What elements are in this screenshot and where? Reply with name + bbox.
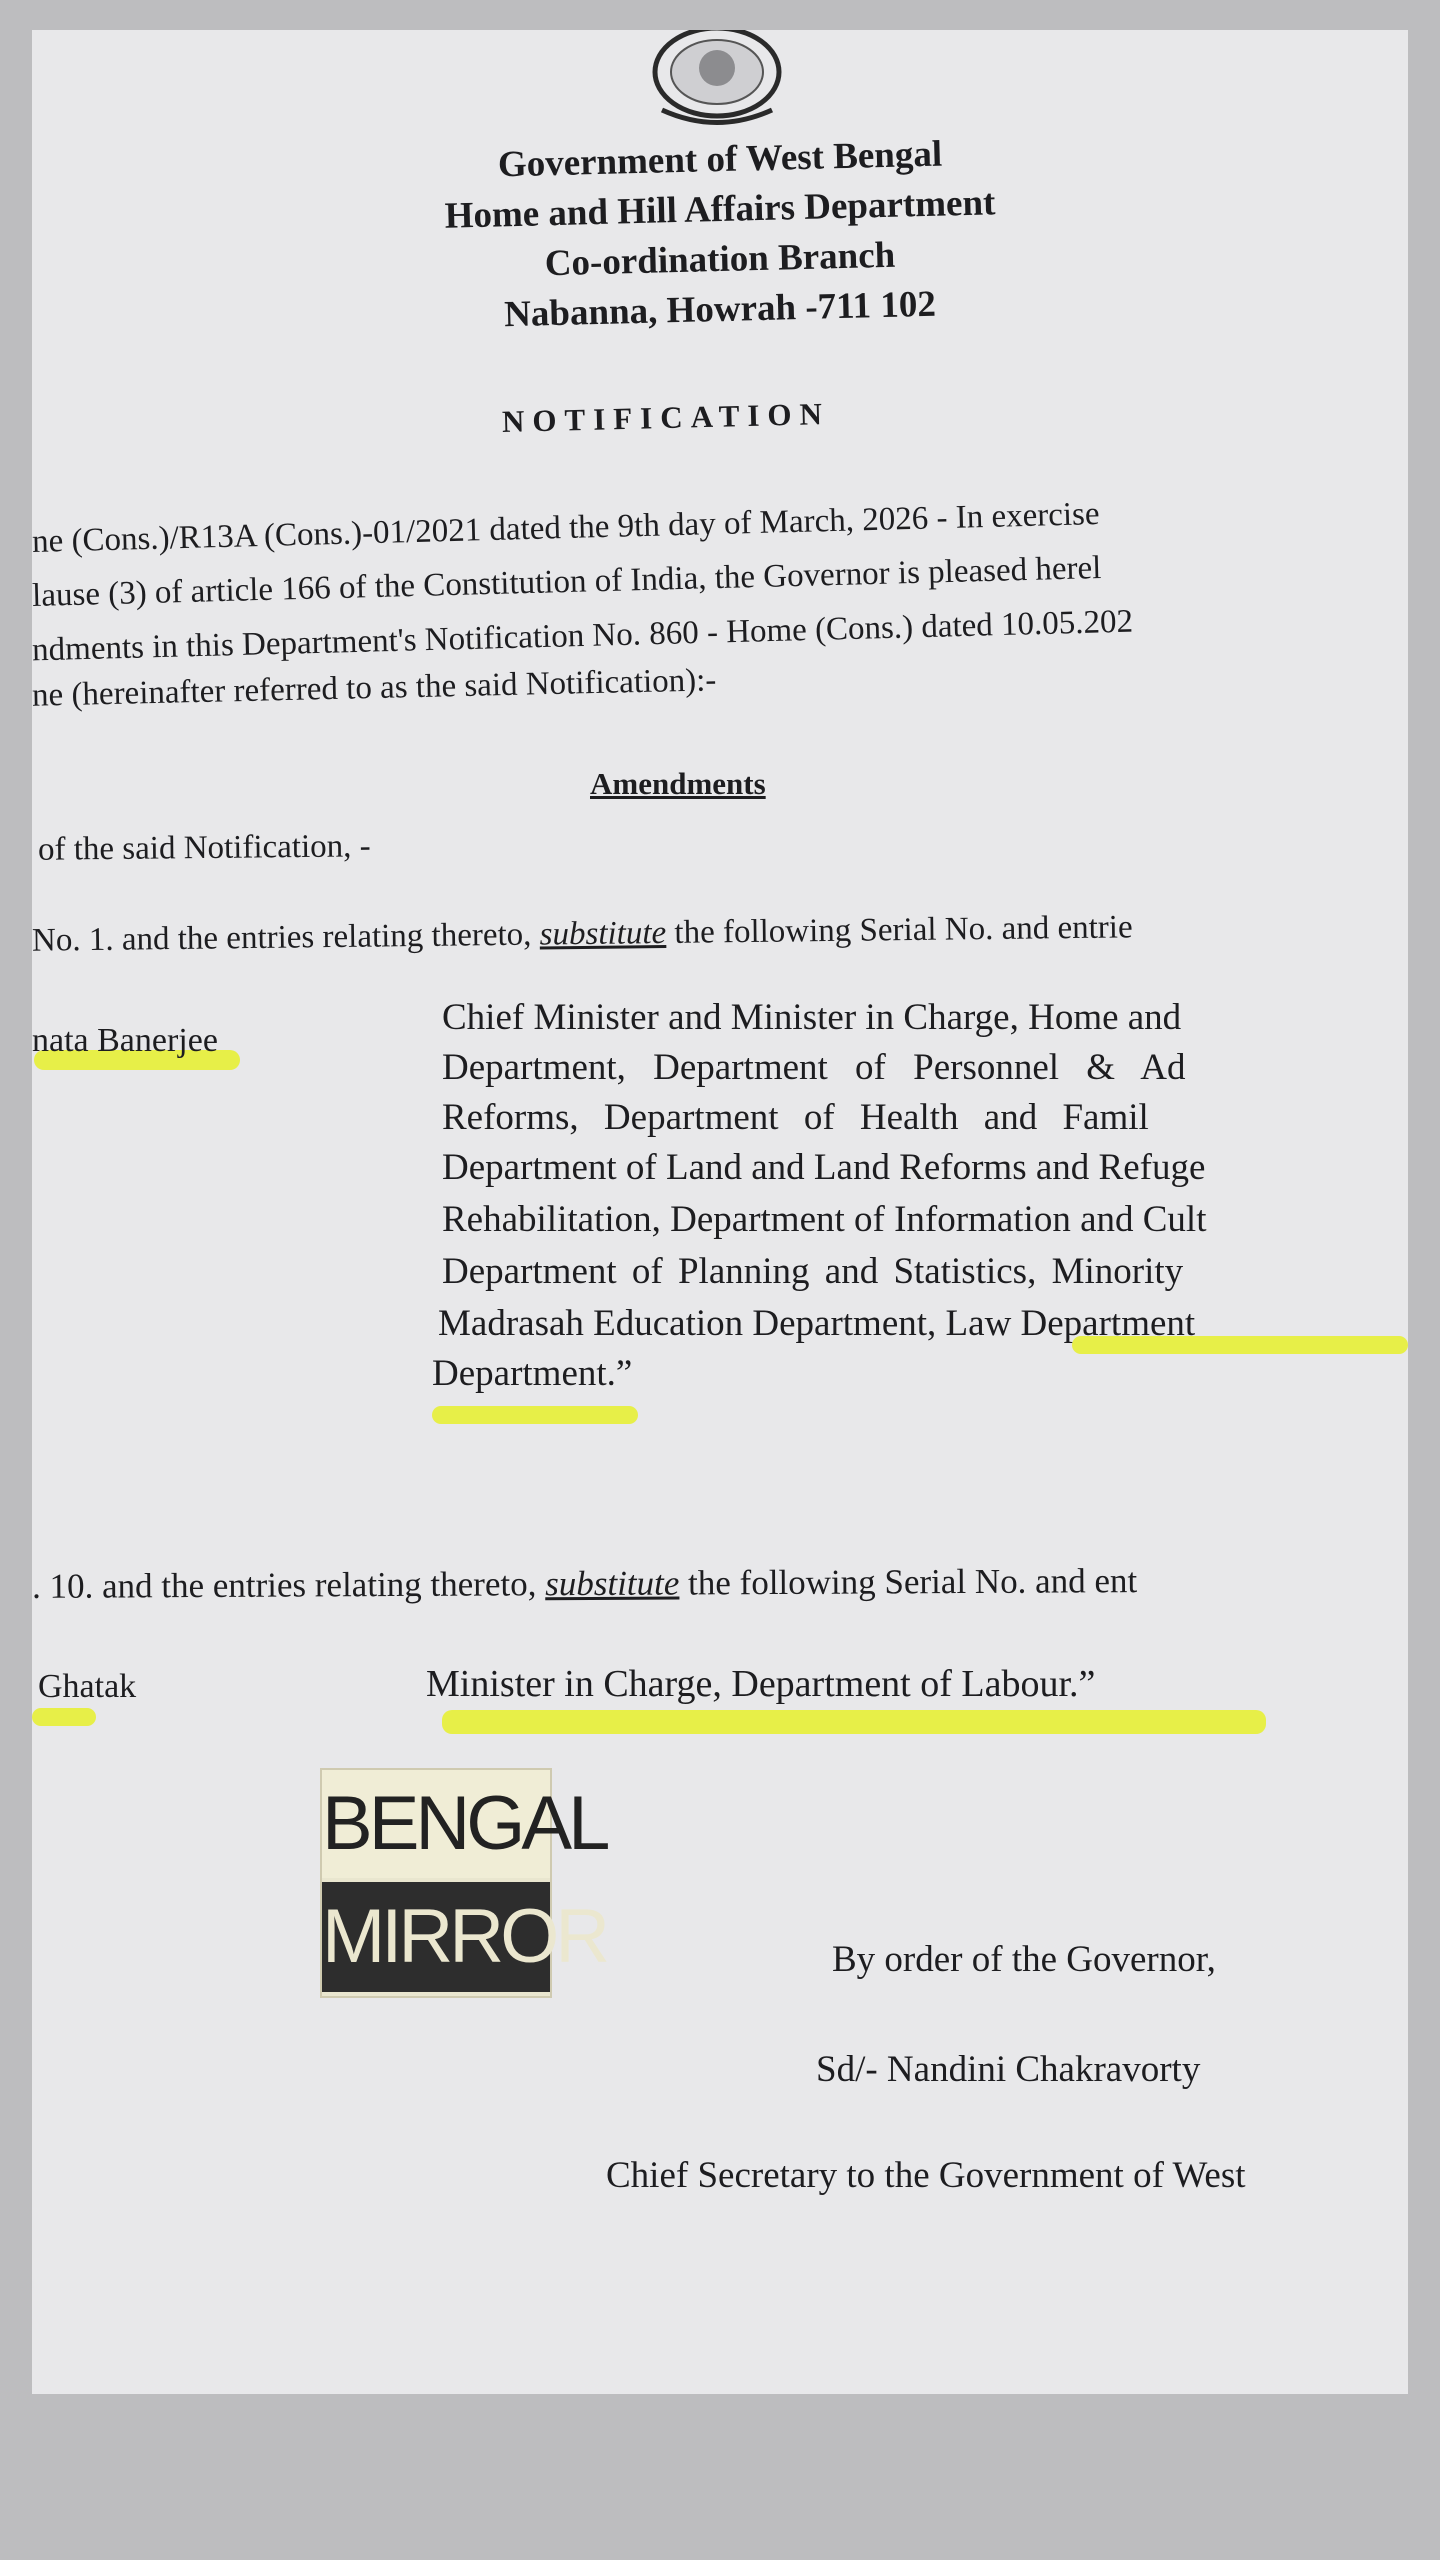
document-page [32,30,1408,2394]
header-government: Government of West Bengal [497,133,943,186]
logo-text-bottom: MIRROR [322,1882,550,1992]
preamble-line-1: ne (Cons.)/R13A (Cons.)-01/2021 dated the 9th day of March, 2026 - In exercise [32,496,1100,560]
logo-text-top: BENGAL [322,1770,550,1878]
item1-portfolio-line-2: Department, Department of Personnel & Ad [442,1047,1186,1088]
header-branch: Co-ordination Branch [544,234,896,285]
notification-title: NOTIFICATION [501,395,831,440]
item1-portfolio-line-1: Chief Minister and Minister in Charge, Home and [442,997,1182,1038]
highlight-mark [432,1406,638,1424]
highlight-mark [32,1708,96,1726]
item2-instruction-emphasis: substitute [545,1563,680,1604]
signature-designation: Chief Secretary to the Government of West [606,2155,1246,2196]
item2-instruction [32,1561,1137,1607]
item1-portfolio-line-8: Department.” [432,1353,633,1394]
header-department: Home and Hill Affairs Department [444,182,996,237]
item2-name: Ghatak [38,1668,137,1705]
government-seal-icon [642,30,792,130]
item1-portfolio-line-4: Department of Land and Land Reforms and Refuge [442,1147,1206,1188]
preamble-line-4: ne (hereinafter referred to as the said Notification):- [32,662,717,714]
highlight-mark [442,1710,1266,1734]
item1-instruction-post: the following Serial No. and entrie [674,909,1133,951]
intro-line: of the said Notification, - [37,828,371,868]
signature-by-order: By order of the Governor, [832,1939,1216,1980]
item1-portfolio-line-3: Reforms, Department of Health and Famil [442,1097,1149,1138]
amendments-heading: Amendments [590,766,766,801]
item2-instruction-pre: . 10. and the entries relating thereto, [32,1564,537,1606]
item1-portfolio-line-6: Department of Planning and Statistics, Minority [442,1251,1184,1292]
item1-name: nata Banerjee [32,1022,218,1059]
item1-instruction-emphasis: substitute [539,914,667,953]
bengal-mirror-logo [320,1768,607,1998]
item1-portfolio-line-5: Rehabilitation, Department of Information and Cult [442,1199,1207,1240]
header-address: Nabanna, Howrah -711 102 [503,283,937,336]
preamble-line-3: ndments in this Department's Notification No. 860 - Home (Cons.) dated 10.05.202 [32,603,1134,669]
item2-portfolio: Minister in Charge, Department of Labour.” [426,1663,1096,1705]
item1-instruction-pre: No. 1. and the entries relating thereto, [32,916,532,959]
preamble-line-2: lause (3) of article 166 of the Constitution of India, the Governor is pleased herel [32,550,1102,614]
item1-portfolio-line-7: Madrasah Education Department, Law Department [438,1303,1196,1344]
item1-instruction [32,909,1133,959]
item2-instruction-post: the following Serial No. and ent [688,1561,1138,1603]
signature-signed: Sd/- Nandini Chakravorty [816,2049,1201,2090]
